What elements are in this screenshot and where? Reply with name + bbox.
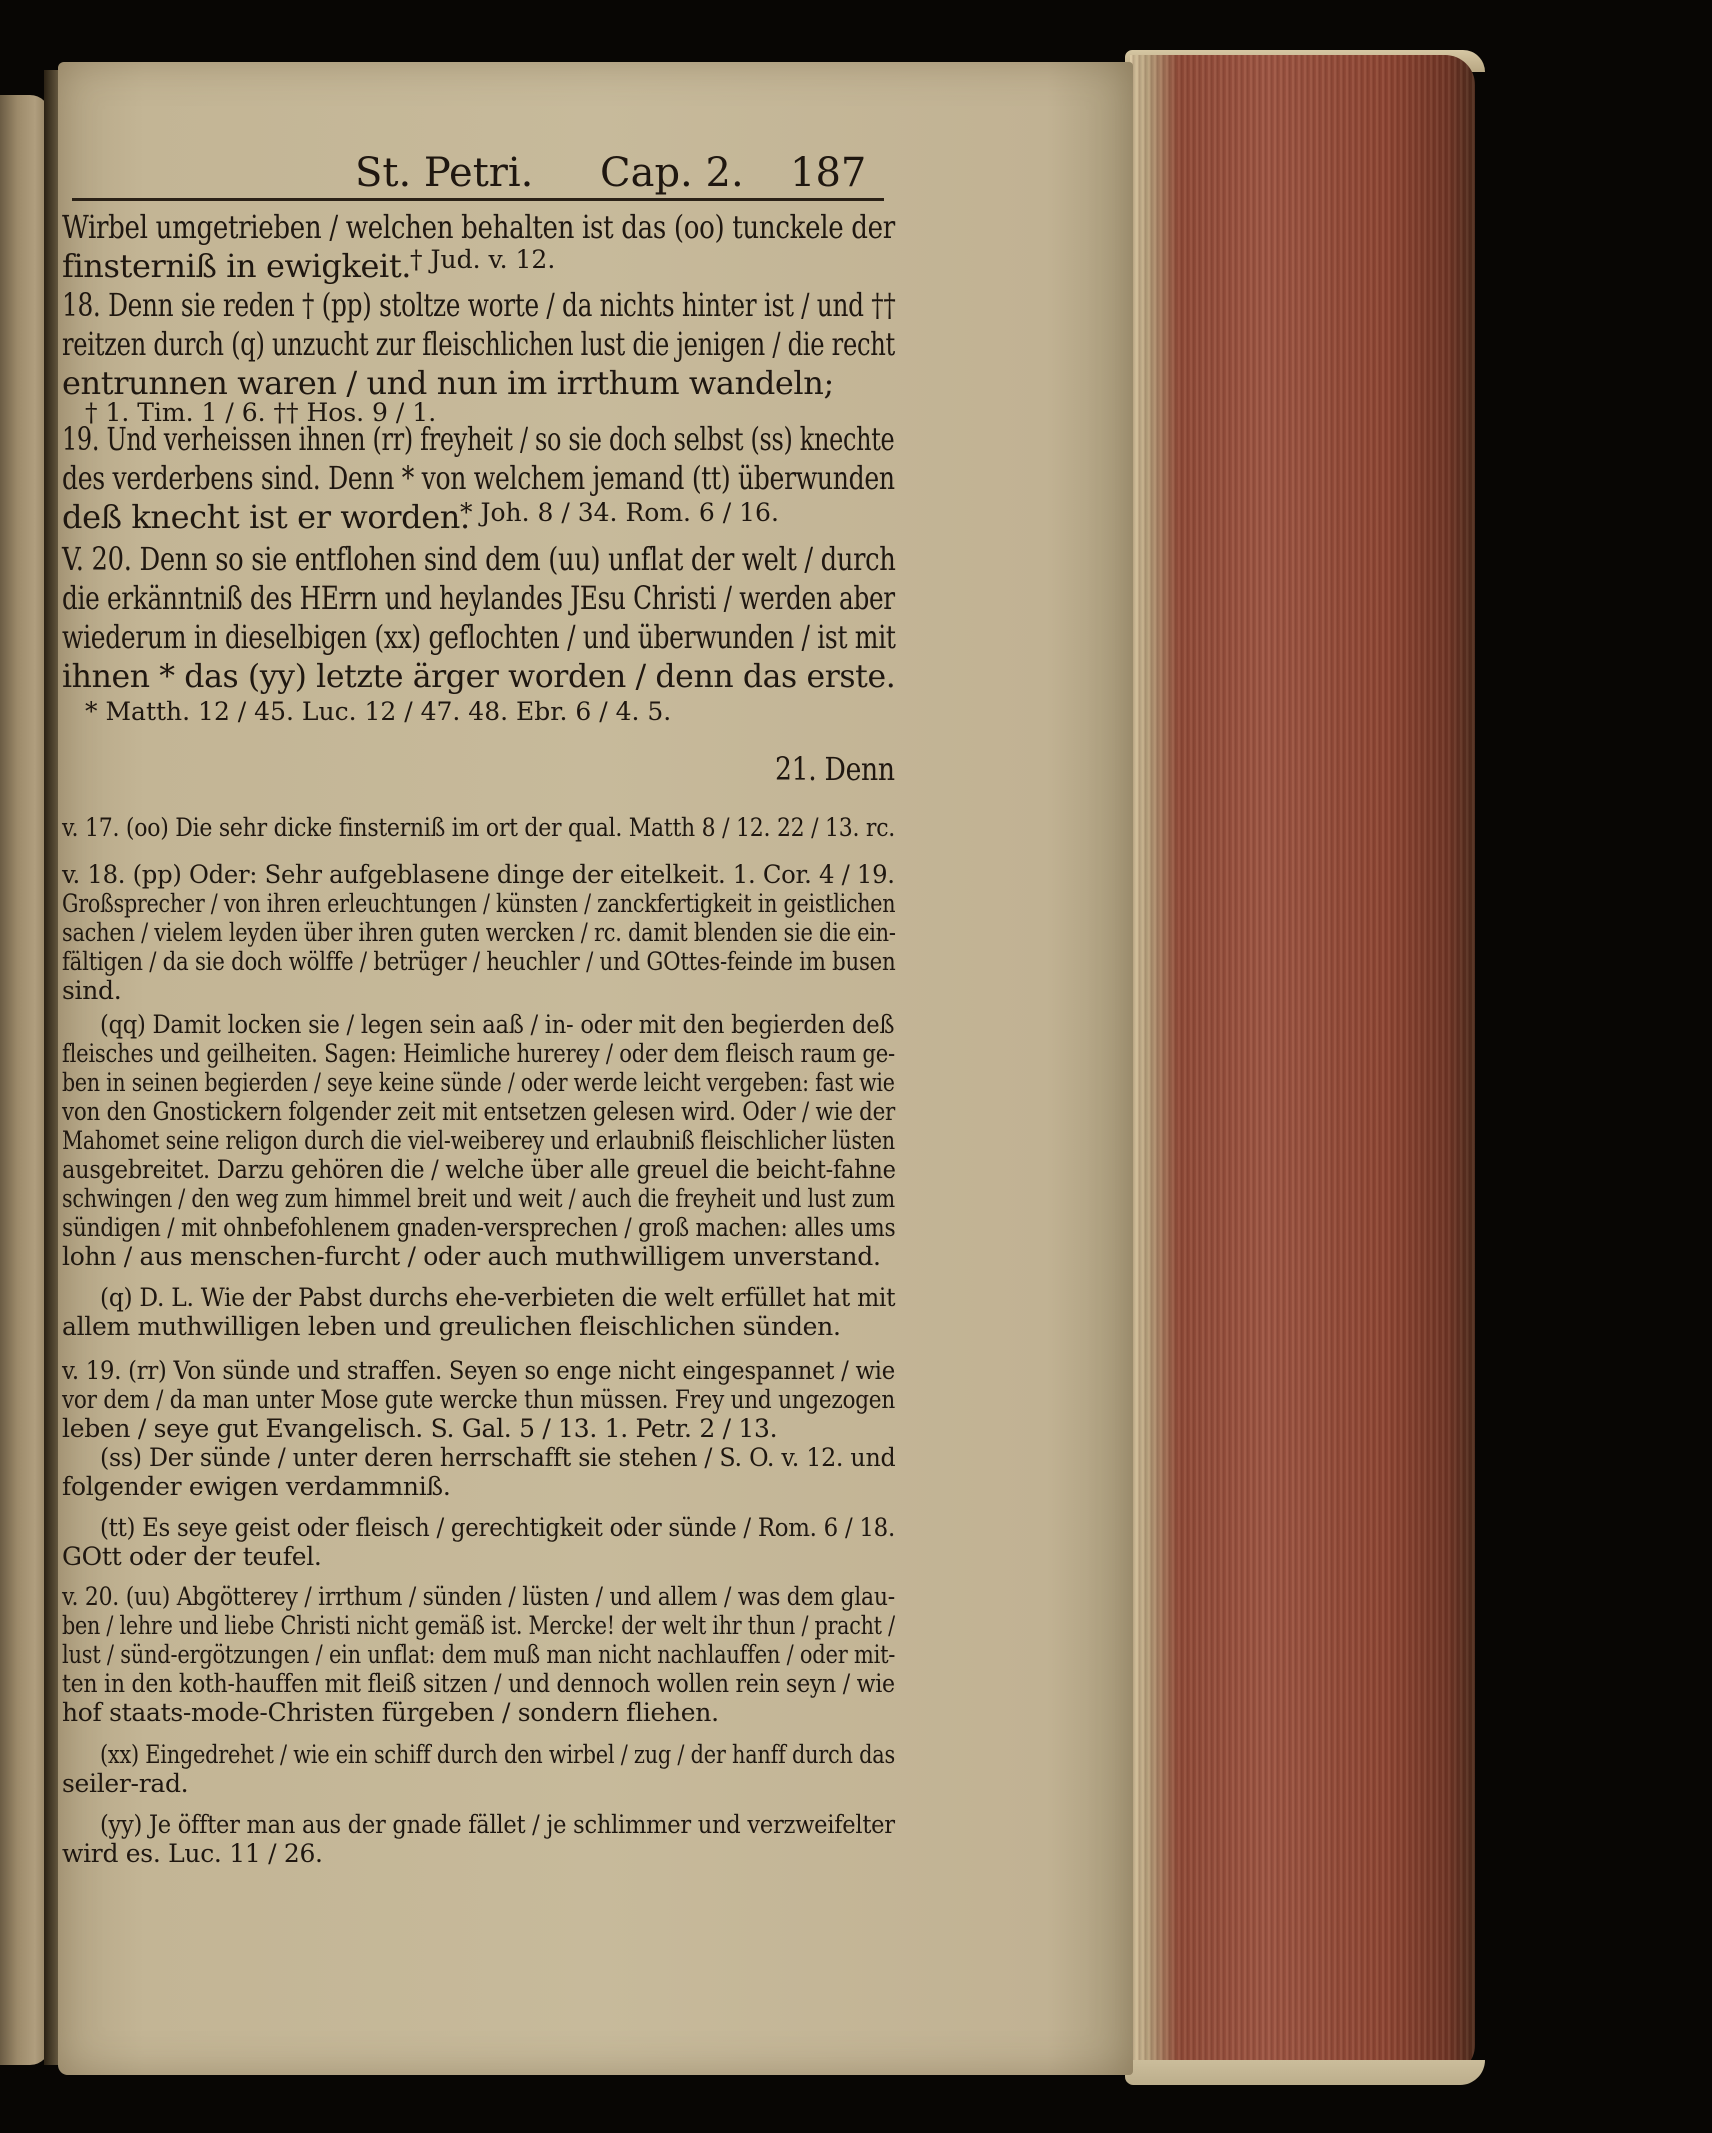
- note-line: v. 19. (rr) Von sünde und straffen. Seyen so enge nicht eingespannet / wie: [62, 1356, 895, 1385]
- note-line: sündigen / mit ohnbefohlenem gnaden-versprechen / groß machen: alles ums: [62, 1213, 896, 1242]
- verse-line: ihnen * das (yy) letzte ärger worden / denn das erste.: [62, 657, 896, 695]
- note-line: (ss) Der sünde / unter deren herrschafft sie stehen / S. O. v. 12. und: [100, 1443, 896, 1472]
- note-line: ausgebreitet. Darzu gehören die / welche über alle greuel die beicht-fahne: [62, 1155, 896, 1184]
- catchword: 21. Denn: [775, 750, 895, 788]
- verse-line: V. 20. Denn so sie entflohen sind dem (uu) unflat der welt / durch: [62, 540, 896, 578]
- note-line: (xx) Eingedrehet / wie ein schiff durch den wirbel / zug / der hanff durch das: [100, 1740, 895, 1769]
- note-line: schwingen / den weg zum himmel breit und weit / auch die freyheit und lust zum: [62, 1184, 895, 1213]
- page-edges: [1130, 55, 1475, 2075]
- verse-reference: * Joh. 8 / 34. Rom. 6 / 16.: [460, 498, 779, 527]
- note-line: seiler-rad.: [62, 1769, 189, 1798]
- note-line: (q) D. L. Wie der Pabst durchs ehe-verbieten die welt erfüllet hat mit: [100, 1283, 896, 1312]
- verse-reference: † Jud. v. 12.: [410, 245, 556, 274]
- note-line: vor dem / da man unter Mose gute wercke thun müssen. Frey und ungezogen: [62, 1385, 895, 1414]
- left-page-edge: [0, 95, 50, 2065]
- verse-line: 19. Und verheissen ihnen (rr) freyheit / so sie doch selbst (ss) knechte: [62, 420, 895, 458]
- verse-line: die erkänntniß des HErrn und heylandes JEsu Christi / werden aber: [62, 579, 895, 617]
- note-line: lohn / aus menschen-furcht / oder auch muthwilligem unverstand.: [62, 1242, 881, 1271]
- note-line: allem muthwilligen leben und greulichen fleischlichen sünden.: [62, 1312, 841, 1341]
- chapter-label: Cap. 2.: [600, 150, 744, 196]
- verse-line: 18. Denn sie reden † (pp) stoltze worte / da nichts hinter ist / und ††: [62, 286, 896, 324]
- note-line: (qq) Damit locken sie / legen sein aaß / in- oder mit den begierden deß: [100, 1010, 895, 1039]
- verse-line: des verderbens sind. Denn * von welchem jemand (tt) überwunden: [62, 459, 895, 497]
- note-line: (yy) Je öffter man aus der gnade fället / je schlimmer und verzweifelter: [100, 1810, 895, 1839]
- note-line: sind.: [62, 976, 122, 1005]
- note-line: ten in den koth-hauffen mit fleiß sitzen / und dennoch wollen rein seyn / wie: [62, 1669, 895, 1698]
- note-line: v. 17. (oo) Die sehr dicke finsterniß im ort der qual. Matth 8 / 12. 22 / 13. rc.: [62, 813, 895, 842]
- verse-reference: * Matth. 12 / 45. Luc. 12 / 47. 48. Ebr. 6 / 4. 5.: [85, 697, 672, 726]
- note-line: GOtt oder der teufel.: [62, 1542, 322, 1571]
- note-line: fältigen / da sie doch wölffe / betrüger / heuchler / und GOttes-feinde im busen: [62, 947, 896, 976]
- verse-line: Wirbel umgetrieben / welchen behalten ist das (oo) tunckele der: [62, 208, 895, 246]
- note-line: hof staats-mode-Christen fürgeben / sondern fliehen.: [62, 1698, 719, 1727]
- note-line: Mahomet seine religon durch die viel-weiberey und erlaubniß fleischlicher lüsten: [62, 1126, 895, 1155]
- verse-reference: † 1. Tim. 1 / 6. †† Hos. 9 / 1.: [85, 398, 437, 427]
- page-number: 187: [790, 150, 867, 196]
- note-line: fleisches und geilheiten. Sagen: Heimliche hurerey / oder dem fleisch raum ge-: [62, 1039, 895, 1068]
- note-line: von den Gnostickern folgender zeit mit entsetzen gelesen wird. Oder / wie der: [62, 1097, 896, 1126]
- note-line: leben / seye gut Evangelisch. S. Gal. 5 / 13. 1. Petr. 2 / 13.: [62, 1414, 778, 1443]
- note-line: lust / sünd-ergötzungen / ein unflat: dem muß man nicht nachlauffen / oder mit-: [62, 1640, 896, 1669]
- note-line: v. 20. (uu) Abgötterey / irrthum / sünden / lüsten / und allem / was dem glau-: [62, 1582, 895, 1611]
- verse-line: deß knecht ist er worden.: [62, 498, 470, 536]
- verse-line: entrunnen waren / und nun im irrthum wandeln;: [62, 364, 834, 402]
- note-line: folgender ewigen verdammniß.: [62, 1472, 451, 1501]
- note-line: Großsprecher / von ihren erleuchtungen / künsten / zanckfertigkeit in geistlichen: [62, 889, 896, 918]
- note-line: sachen / vielem leyden über ihren guten wercken / rc. damit blenden sie die ein-: [62, 918, 896, 947]
- note-line: (tt) Es seye geist oder fleisch / gerechtigkeit oder sünde / Rom. 6 / 18.: [100, 1513, 895, 1542]
- page-block-bottom: [1125, 2060, 1485, 2085]
- verse-line: finsterniß in ewigkeit.: [62, 247, 412, 285]
- page-title: St. Petri.: [355, 150, 534, 196]
- note-line: wird es. Luc. 11 / 26.: [62, 1839, 323, 1868]
- verse-line: reitzen durch (q) unzucht zur fleischlichen lust die jenigen / die recht: [62, 325, 895, 363]
- header-rule: [72, 198, 884, 201]
- verse-line: wiederum in dieselbigen (xx) geflochten / und überwunden / ist mit: [62, 618, 896, 656]
- note-line: v. 18. (pp) Oder: Sehr aufgeblasene dinge der eitelkeit. 1. Cor. 4 / 19.: [62, 860, 895, 889]
- note-line: ben in seinen begierden / seye keine sünde / oder werde leicht vergeben: fast wie: [62, 1068, 895, 1097]
- note-line: ben / lehre und liebe Christi nicht gemäß ist. Mercke! der welt ihr thun / pracht /: [62, 1611, 895, 1640]
